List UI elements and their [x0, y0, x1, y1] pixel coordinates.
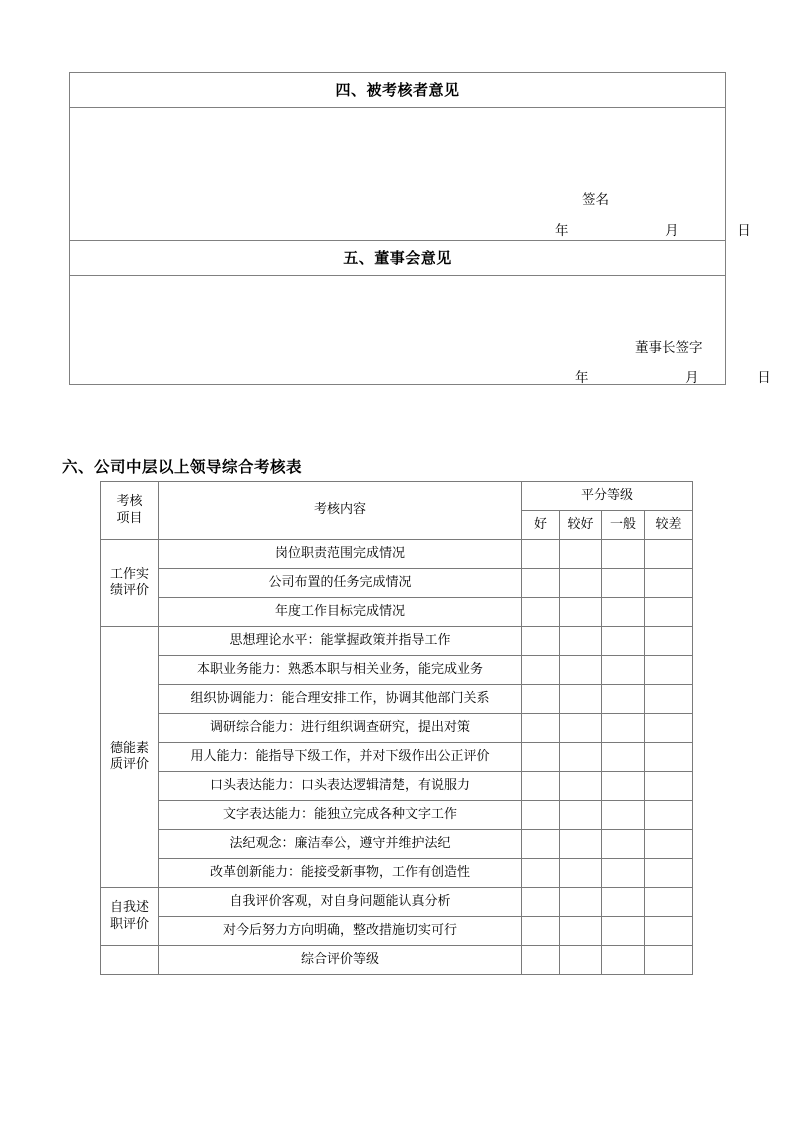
rating-checkbox-cell[interactable]: [602, 801, 645, 830]
rating-checkbox-cell[interactable]: [522, 598, 560, 627]
criterion-text: 口头表达能力：口头表达逻辑清楚，有说服力: [159, 772, 522, 801]
rating-checkbox-cell[interactable]: [602, 743, 645, 772]
section-5-year-label: 年: [575, 370, 589, 386]
rating-checkbox-cell[interactable]: [560, 540, 602, 569]
rating-checkbox-cell[interactable]: [602, 569, 645, 598]
table-row: [101, 656, 693, 685]
rating-checkbox-cell[interactable]: [522, 830, 560, 859]
criterion-text: 思想理论水平：能掌握政策并指导工作: [159, 627, 522, 656]
section-4-comment-area[interactable]: [70, 108, 751, 241]
section-4-year-label: 年: [555, 223, 569, 239]
section-5-title-row: [70, 241, 726, 276]
summary-rating-cell[interactable]: [522, 946, 560, 975]
rating-checkbox-cell[interactable]: [560, 888, 602, 917]
rating-checkbox-cell[interactable]: [645, 830, 693, 859]
criterion-text: 改革创新能力：能接受新事物，工作有创造性: [159, 859, 522, 888]
summary-label: 综合评价等级: [159, 946, 522, 975]
section-5-day-label: 日: [757, 370, 771, 386]
rating-checkbox-cell[interactable]: [602, 685, 645, 714]
group-label-line1: 工作实: [109, 566, 149, 582]
group-label-line1: 德能素: [109, 740, 149, 756]
criterion-text: 调研综合能力：进行组织调查研究，提出对策: [159, 714, 522, 743]
rating-checkbox-cell[interactable]: [602, 888, 645, 917]
rating-checkbox-cell[interactable]: [602, 598, 645, 627]
table-row: [101, 569, 693, 598]
rating-checkbox-cell[interactable]: [522, 772, 560, 801]
header-grade-1: 好: [522, 511, 560, 540]
table-row: [101, 772, 693, 801]
criterion-text: 本职业务能力：熟悉本职与相关业务，能完成业务: [159, 656, 522, 685]
rating-checkbox-cell[interactable]: [560, 598, 602, 627]
group-label-1: [101, 540, 159, 627]
section-5-month-label: 月: [685, 370, 699, 386]
table-row: [101, 685, 693, 714]
rating-checkbox-cell[interactable]: [645, 714, 693, 743]
criterion-text: 年度工作目标完成情况: [159, 598, 522, 627]
rating-checkbox-cell[interactable]: [645, 743, 693, 772]
group-label-line2: 绩评价: [109, 583, 149, 598]
rating-checkbox-cell[interactable]: [522, 917, 560, 946]
table-row: [101, 714, 693, 743]
rating-checkbox-cell[interactable]: [522, 859, 560, 888]
criterion-text: 法纪观念：廉洁奉公，遵守并维护法纪: [159, 830, 522, 859]
section-5-body-row: [70, 276, 726, 385]
rating-checkbox-cell[interactable]: [522, 714, 560, 743]
rating-checkbox-cell[interactable]: [560, 859, 602, 888]
rating-checkbox-cell[interactable]: [645, 598, 693, 627]
header-grade-3: 一般: [602, 511, 645, 540]
header-item-line1: 考核: [116, 494, 143, 510]
table-header-row-1: [101, 482, 693, 511]
assessee-signature-label: 签名: [582, 192, 609, 208]
table-row: [101, 627, 693, 656]
table-row: [101, 801, 693, 830]
rating-checkbox-cell[interactable]: [522, 656, 560, 685]
rating-checkbox-cell[interactable]: [645, 656, 693, 685]
rating-checkbox-cell[interactable]: [560, 772, 602, 801]
rating-checkbox-cell[interactable]: [560, 569, 602, 598]
section-5-date-line: [575, 366, 771, 386]
criterion-text: 岗位职责范围完成情况: [159, 540, 522, 569]
table-row: [101, 859, 693, 888]
criterion-text: 组织协调能力：能合理安排工作，协调其他部门关系: [159, 685, 522, 714]
header-item-column: [101, 482, 159, 540]
rating-checkbox-cell[interactable]: [522, 801, 560, 830]
rating-checkbox-cell[interactable]: [602, 540, 645, 569]
section-4-title-row: [70, 73, 726, 108]
rating-checkbox-cell[interactable]: [645, 888, 693, 917]
rating-checkbox-cell[interactable]: [522, 888, 560, 917]
rating-checkbox-cell[interactable]: [522, 540, 560, 569]
summary-rating-cell[interactable]: [560, 946, 602, 975]
group-label-2: [101, 627, 159, 888]
table-row: [101, 540, 693, 569]
assessment-table: [100, 481, 693, 975]
section-4-day-label: 日: [737, 223, 751, 239]
criterion-text: 对今后努力方向明确，整改措施切实可行: [159, 917, 522, 946]
rating-checkbox-cell[interactable]: [522, 685, 560, 714]
rating-checkbox-cell[interactable]: [560, 685, 602, 714]
rating-checkbox-cell[interactable]: [560, 627, 602, 656]
section-4-body-row: [70, 108, 726, 241]
rating-checkbox-cell[interactable]: [602, 656, 645, 685]
rating-checkbox-cell[interactable]: [560, 743, 602, 772]
rating-checkbox-cell[interactable]: [645, 801, 693, 830]
rating-checkbox-cell[interactable]: [602, 714, 645, 743]
rating-checkbox-cell[interactable]: [645, 685, 693, 714]
criterion-text: 公司布置的任务完成情况: [159, 569, 522, 598]
rating-checkbox-cell[interactable]: [602, 917, 645, 946]
rating-checkbox-cell[interactable]: [560, 917, 602, 946]
rating-checkbox-cell[interactable]: [560, 656, 602, 685]
table-row: [101, 743, 693, 772]
summary-rating-cell[interactable]: [645, 946, 693, 975]
header-content-column: 考核内容: [159, 482, 522, 540]
section-6-heading: 六、公司中层以上领导综合考核表: [62, 458, 303, 476]
rating-checkbox-cell[interactable]: [645, 569, 693, 598]
rating-checkbox-cell[interactable]: [522, 569, 560, 598]
chairman-signature-label: 董事长签字: [635, 340, 703, 356]
group-label-line1: 自我述: [109, 900, 149, 916]
summary-item-cell: [101, 946, 159, 975]
table-row: [101, 830, 693, 859]
section-4-date-line: [555, 219, 751, 239]
section-4-title: 四、被考核者意见: [70, 73, 726, 108]
criterion-text: 自我评价客观，对自身问题能认真分析: [159, 888, 522, 917]
rating-checkbox-cell[interactable]: [602, 772, 645, 801]
rating-checkbox-cell[interactable]: [560, 801, 602, 830]
rating-checkbox-cell[interactable]: [522, 743, 560, 772]
header-grade-group: 平分等级: [522, 482, 693, 511]
header-item-line2: 项目: [116, 510, 143, 526]
rating-checkbox-cell[interactable]: [602, 830, 645, 859]
group-label-3: [101, 888, 159, 946]
table-row: [101, 598, 693, 627]
group-label-line2: 质评价: [109, 757, 149, 772]
group-label-line2: 职评价: [109, 916, 149, 932]
opinion-boxes-table: [69, 72, 771, 386]
table-row: [101, 888, 693, 917]
header-grade-4: 较差: [645, 511, 693, 540]
criterion-text: 用人能力：能指导下级工作，并对下级作出公正评价: [159, 743, 522, 772]
rating-checkbox-cell[interactable]: [560, 830, 602, 859]
table-row: [101, 917, 693, 946]
header-grade-2: 较好: [560, 511, 602, 540]
section-4-month-label: 月: [665, 223, 679, 239]
rating-checkbox-cell[interactable]: [645, 917, 693, 946]
criterion-text: 文字表达能力：能独立完成各种文字工作: [159, 801, 522, 830]
rating-checkbox-cell[interactable]: [645, 540, 693, 569]
section-5-title: 五、董事会意见: [70, 241, 726, 276]
rating-checkbox-cell[interactable]: [645, 859, 693, 888]
summary-row: [101, 946, 693, 975]
rating-checkbox-cell[interactable]: [645, 627, 693, 656]
summary-rating-cell[interactable]: [602, 946, 645, 975]
rating-checkbox-cell[interactable]: [560, 714, 602, 743]
rating-checkbox-cell[interactable]: [645, 772, 693, 801]
rating-checkbox-cell[interactable]: [602, 859, 645, 888]
rating-checkbox-cell[interactable]: [522, 627, 560, 656]
rating-checkbox-cell[interactable]: [602, 627, 645, 656]
section-5-comment-area[interactable]: [70, 276, 771, 386]
